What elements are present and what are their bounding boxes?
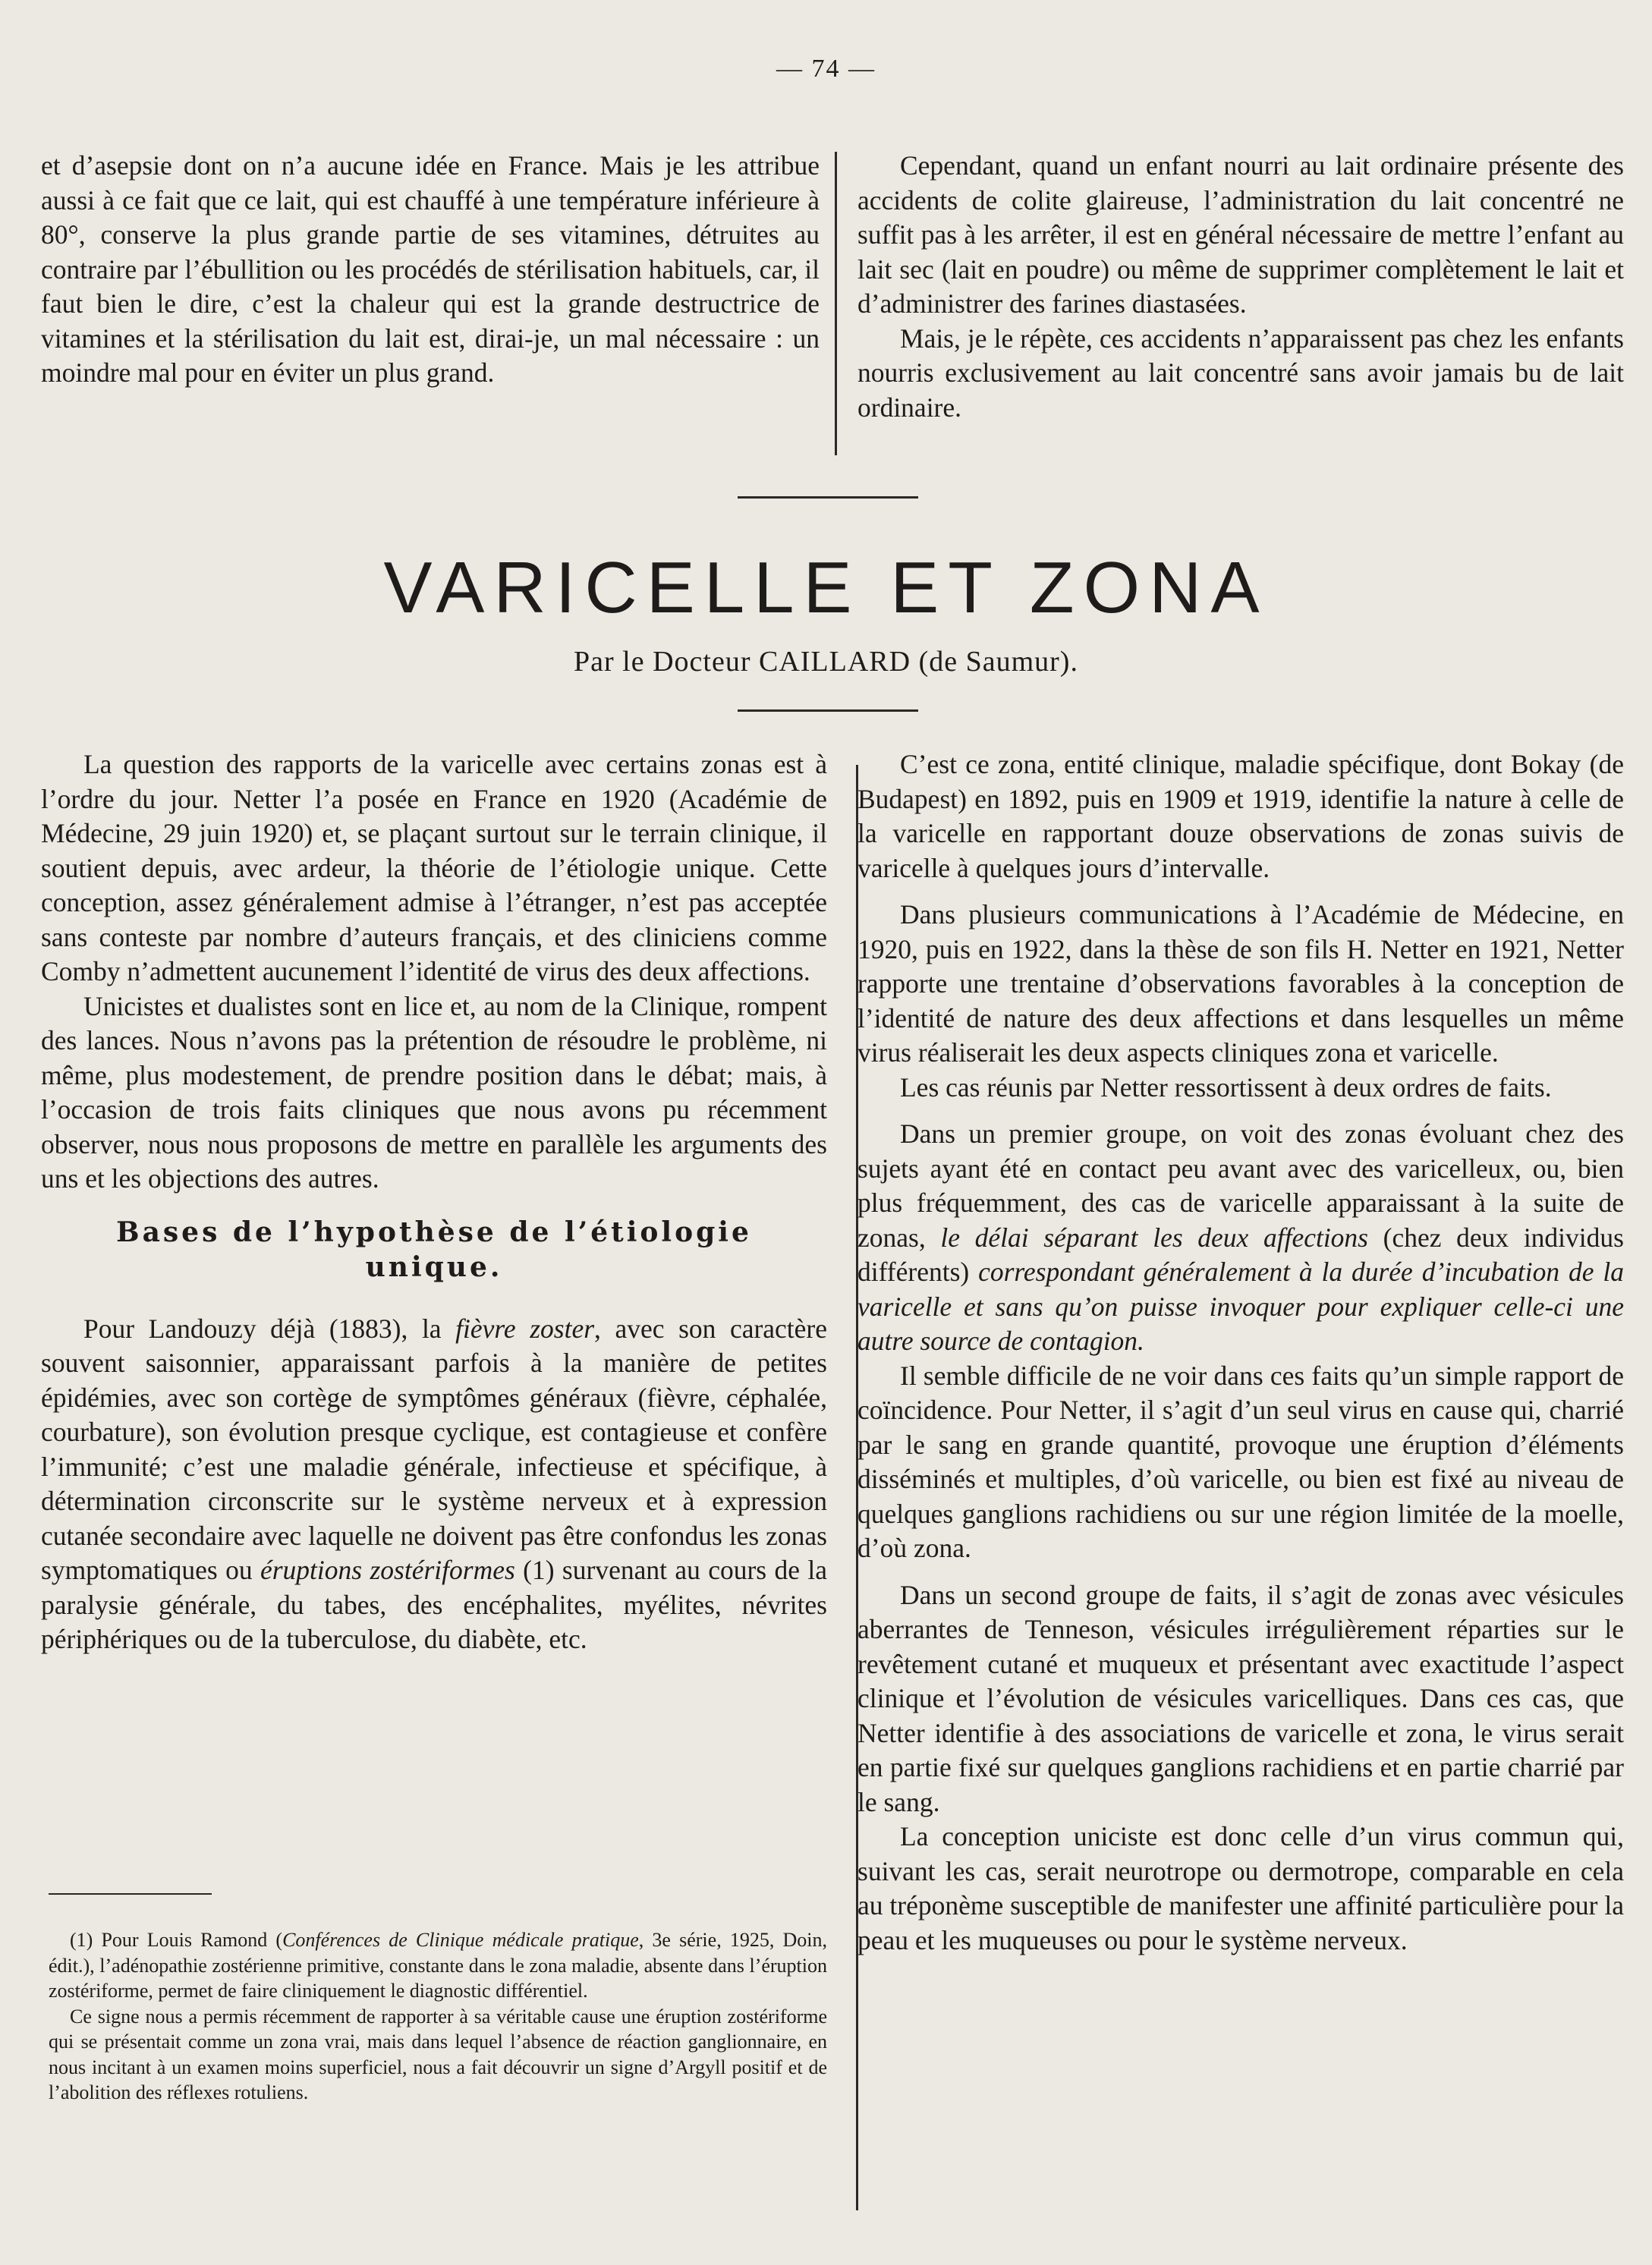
- right-paragraph-5: Il semble difficile de ne voir dans ces faits qu’un simple rapport de coïncidence. Pour Netter, il s’agit d’un seul virus en cause qui, charrié par le sang en grande quantité, provoque une éruption d’éléments disséminés et multiples, d’où varicelle, ou bien est fixé au niveau de quelques ganglions rachidiens ou sur une région limitée de la moelle, d’où zona.: [857, 1360, 1624, 1563]
- p4-text-a: Dans un premier groupe, on voit des zonas évoluant chez des sujets ayant été en contact peu avant avec des varicelleux, ou, bien plus fréquemment, des cas de varicelle apparaissant à la suite de zonas,: [857, 1118, 1624, 1253]
- p3-text-b: , avec son caractère souvent saisonnier, apparaissant parfois à la manière de petites épidémies, avec son cortège de symptômes généraux (fièvre, céphalée, courbature), son évolution presque cyclique, est contagieuse et confère l’immunité; c’est une maladie générale, infectieuse et spécifique, à détermination circonscrite sur le système nerveux et à expression cutanée secondaire avec laquelle ne doivent pas être confondus les zonas symptomatiques ou: [41, 1313, 828, 1585]
- section-heading: Bases de l’hypothèse de l’étiologie unique.: [116, 1216, 752, 1283]
- title-rule-bottom: [738, 709, 918, 712]
- footnotes: [49, 1927, 827, 2106]
- right-paragraph-1: C’est ce zona, entité clinique, maladie spécifique, dont Bokay (de Budapest) en 1892, puis en 1909 et 1919, identifie la nature à celle de la varicelle en rapportant douze observations de zonas suivis de varicelle à quelques jours d’intervalle.: [857, 749, 1624, 883]
- footnote-1-text-b: , 3e série, 1925, Doin, édit.), l’adénopathie zostérienne primitive, constante dans le zona maladie, absente dans l’éruption zostériforme, permet de faire cliniquement le diagnostic différentiel.: [49, 1929, 828, 2002]
- p3-emphasis-fievre-zoster: fièvre zoster: [455, 1313, 595, 1344]
- top-left-column: [41, 149, 820, 391]
- spacer: [857, 886, 1624, 898]
- p4-text-b: (chez deux individus différents): [857, 1222, 1624, 1287]
- right-paragraph-6: Dans un second groupe de faits, il s’agit de zonas avec vésicules aberrantes de Tenneson, vésicules irrégulièrement réparties sur le revêtement cutané et muqueux et présentant avec exactitude l’aspect clinique et l’évolution de vésicules varicelliques. Dans ces cas, que Netter identifie à des associations de varicelle et zona, le virus serait en partie fixé sur quelques ganglions rachidiens et en partie charrié par le sang.: [857, 1579, 1624, 1817]
- right-paragraph-3: Les cas réunis par Netter ressortissent à deux ordres de faits.: [900, 1071, 1552, 1103]
- footnote-1-text-a: (1) Pour Louis Ramond (: [70, 1929, 283, 1951]
- top-right-paragraph-2: Mais, je le répète, ces accidents n’apparaissent pas chez les enfants nourris exclusivement au lait concentré sans avoir jamais bu de lait ordinaire.: [857, 322, 1624, 423]
- column-divider-top: [835, 152, 837, 455]
- p3-text-a: Pour Landouzy déjà (1883), la: [83, 1313, 456, 1344]
- p4-emphasis-2: correspondant généralement à la durée d’incubation de la varicelle et sans qu’on puisse invoquer pour expliquer celle-ci une autre source de contagion.: [857, 1257, 1625, 1356]
- left-paragraph-1: La question des rapports de la varicelle avec certains zonas est à l’ordre du jour. Netter l’a posée en France en 1920 (Académie de Médecine, 29 juin 1920) et, se plaçant surtout sur le terrain clinique, il soutient depuis, avec ardeur, la théorie de l’étiologie unique. Cette conception, assez généralement admise à l’étranger, n’est pas acceptée sans conteste par nombre d’auteurs français, et des cliniciens comme Comby n’admettent aucunement l’identité de virus des deux affections.: [41, 749, 827, 986]
- footnote-1-emphasis: Conférences de Clinique médicale pratique: [282, 1929, 639, 1951]
- right-column: [857, 747, 1624, 1958]
- title-rule-top: [738, 496, 918, 499]
- p4-emphasis-1: le délai séparant les deux affections: [940, 1222, 1368, 1253]
- top-right-paragraph-1: Cependant, quand un enfant nourri au lait ordinaire présente des accidents de colite glaireuse, l’administration du lait concentré ne suffit pas à les arrêter, il est en général nécessaire de mettre l’enfant au lait sec (lait en poudre) ou même de supprimer complètement le lait et d’administrer des farines diastasées.: [857, 150, 1624, 319]
- page-number: — 74 —: [776, 55, 876, 83]
- right-paragraph-4: [857, 1117, 1624, 1359]
- article-byline: Par le Docteur CAILLARD (de Saumur).: [574, 646, 1078, 678]
- p3-text-c: (1) survenant au cours de la paralysie générale, du tabes, des encéphalites, myélites, névrites périphériques ou de la tuberculose, du diabète, etc.: [41, 1555, 827, 1654]
- right-paragraph-2: Dans plusieurs communications à l’Académie de Médecine, en 1920, puis en 1922, dans la thèse de son fils H. Netter en 1921, Netter rapporte une trentaine d’observations favorables à la conception de l’identité de nature des deux affections et dans lesquelles un même virus réaliserait les deux aspects cliniques zona et varicelle.: [857, 899, 1624, 1068]
- right-paragraph-7: La conception uniciste est donc celle d’un virus commun qui, suivant les cas, serait neurotrope ou dermotrope, comparable en cela au tréponème susceptible de manifester une affinité particulière pour la peau et les muqueuses ou pour le système nerveux.: [857, 1821, 1624, 1955]
- spacer: [857, 1566, 1624, 1578]
- top-left-paragraph: et d’asepsie dont on n’a aucune idée en France. Mais je les attribue aussi à ce fait que ce lait, qui est chauffé à une température inférieure à 80°, conserve la plus grande partie de ses vitamines, détruites au contraire par l’ébullition ou les procédés de stérilisation habituels, car, il faut bien le dire, c’est la chaleur qui est la grande destructrice de vitamines et la stérilisation du lait est, dirai-je, un mal nécessaire : un moindre mal pour en éviter un plus grand.: [41, 150, 820, 388]
- top-right-column: [857, 149, 1624, 425]
- p3-emphasis-eruptions: éruptions zostériformes: [260, 1555, 515, 1585]
- spacer: [857, 1105, 1624, 1117]
- footnote-1: [49, 1927, 827, 2004]
- left-paragraph-3: [41, 1312, 827, 1657]
- article-title: VARICELLE ET ZONA: [383, 547, 1269, 628]
- footnote-2: Ce signe nous a permis récemment de rapporter à sa véritable cause une éruption zostériforme qui se présentait comme un zona vrai, mais dans lequel l’absence de réaction ganglionnaire, en nous incitant à un examen moins superficiel, nous a fait découvrir un signe d’Argyll positif et de l’abolition des réflexes rotuliens.: [49, 2005, 827, 2103]
- footnote-rule: [49, 1893, 212, 1895]
- left-column: [41, 747, 827, 1657]
- left-paragraph-2: Unicistes et dualistes sont en lice et, au nom de la Clinique, rompent des lances. Nous n’avons pas la prétention de résoudre le problème, ni même, plus modestement, de prendre position dans le débat; mais, à l’occasion de trois faits cliniques que nous avons pu récemment observer, nous nous proposons de mettre en parallèle les arguments des uns et les objections des autres.: [41, 990, 827, 1194]
